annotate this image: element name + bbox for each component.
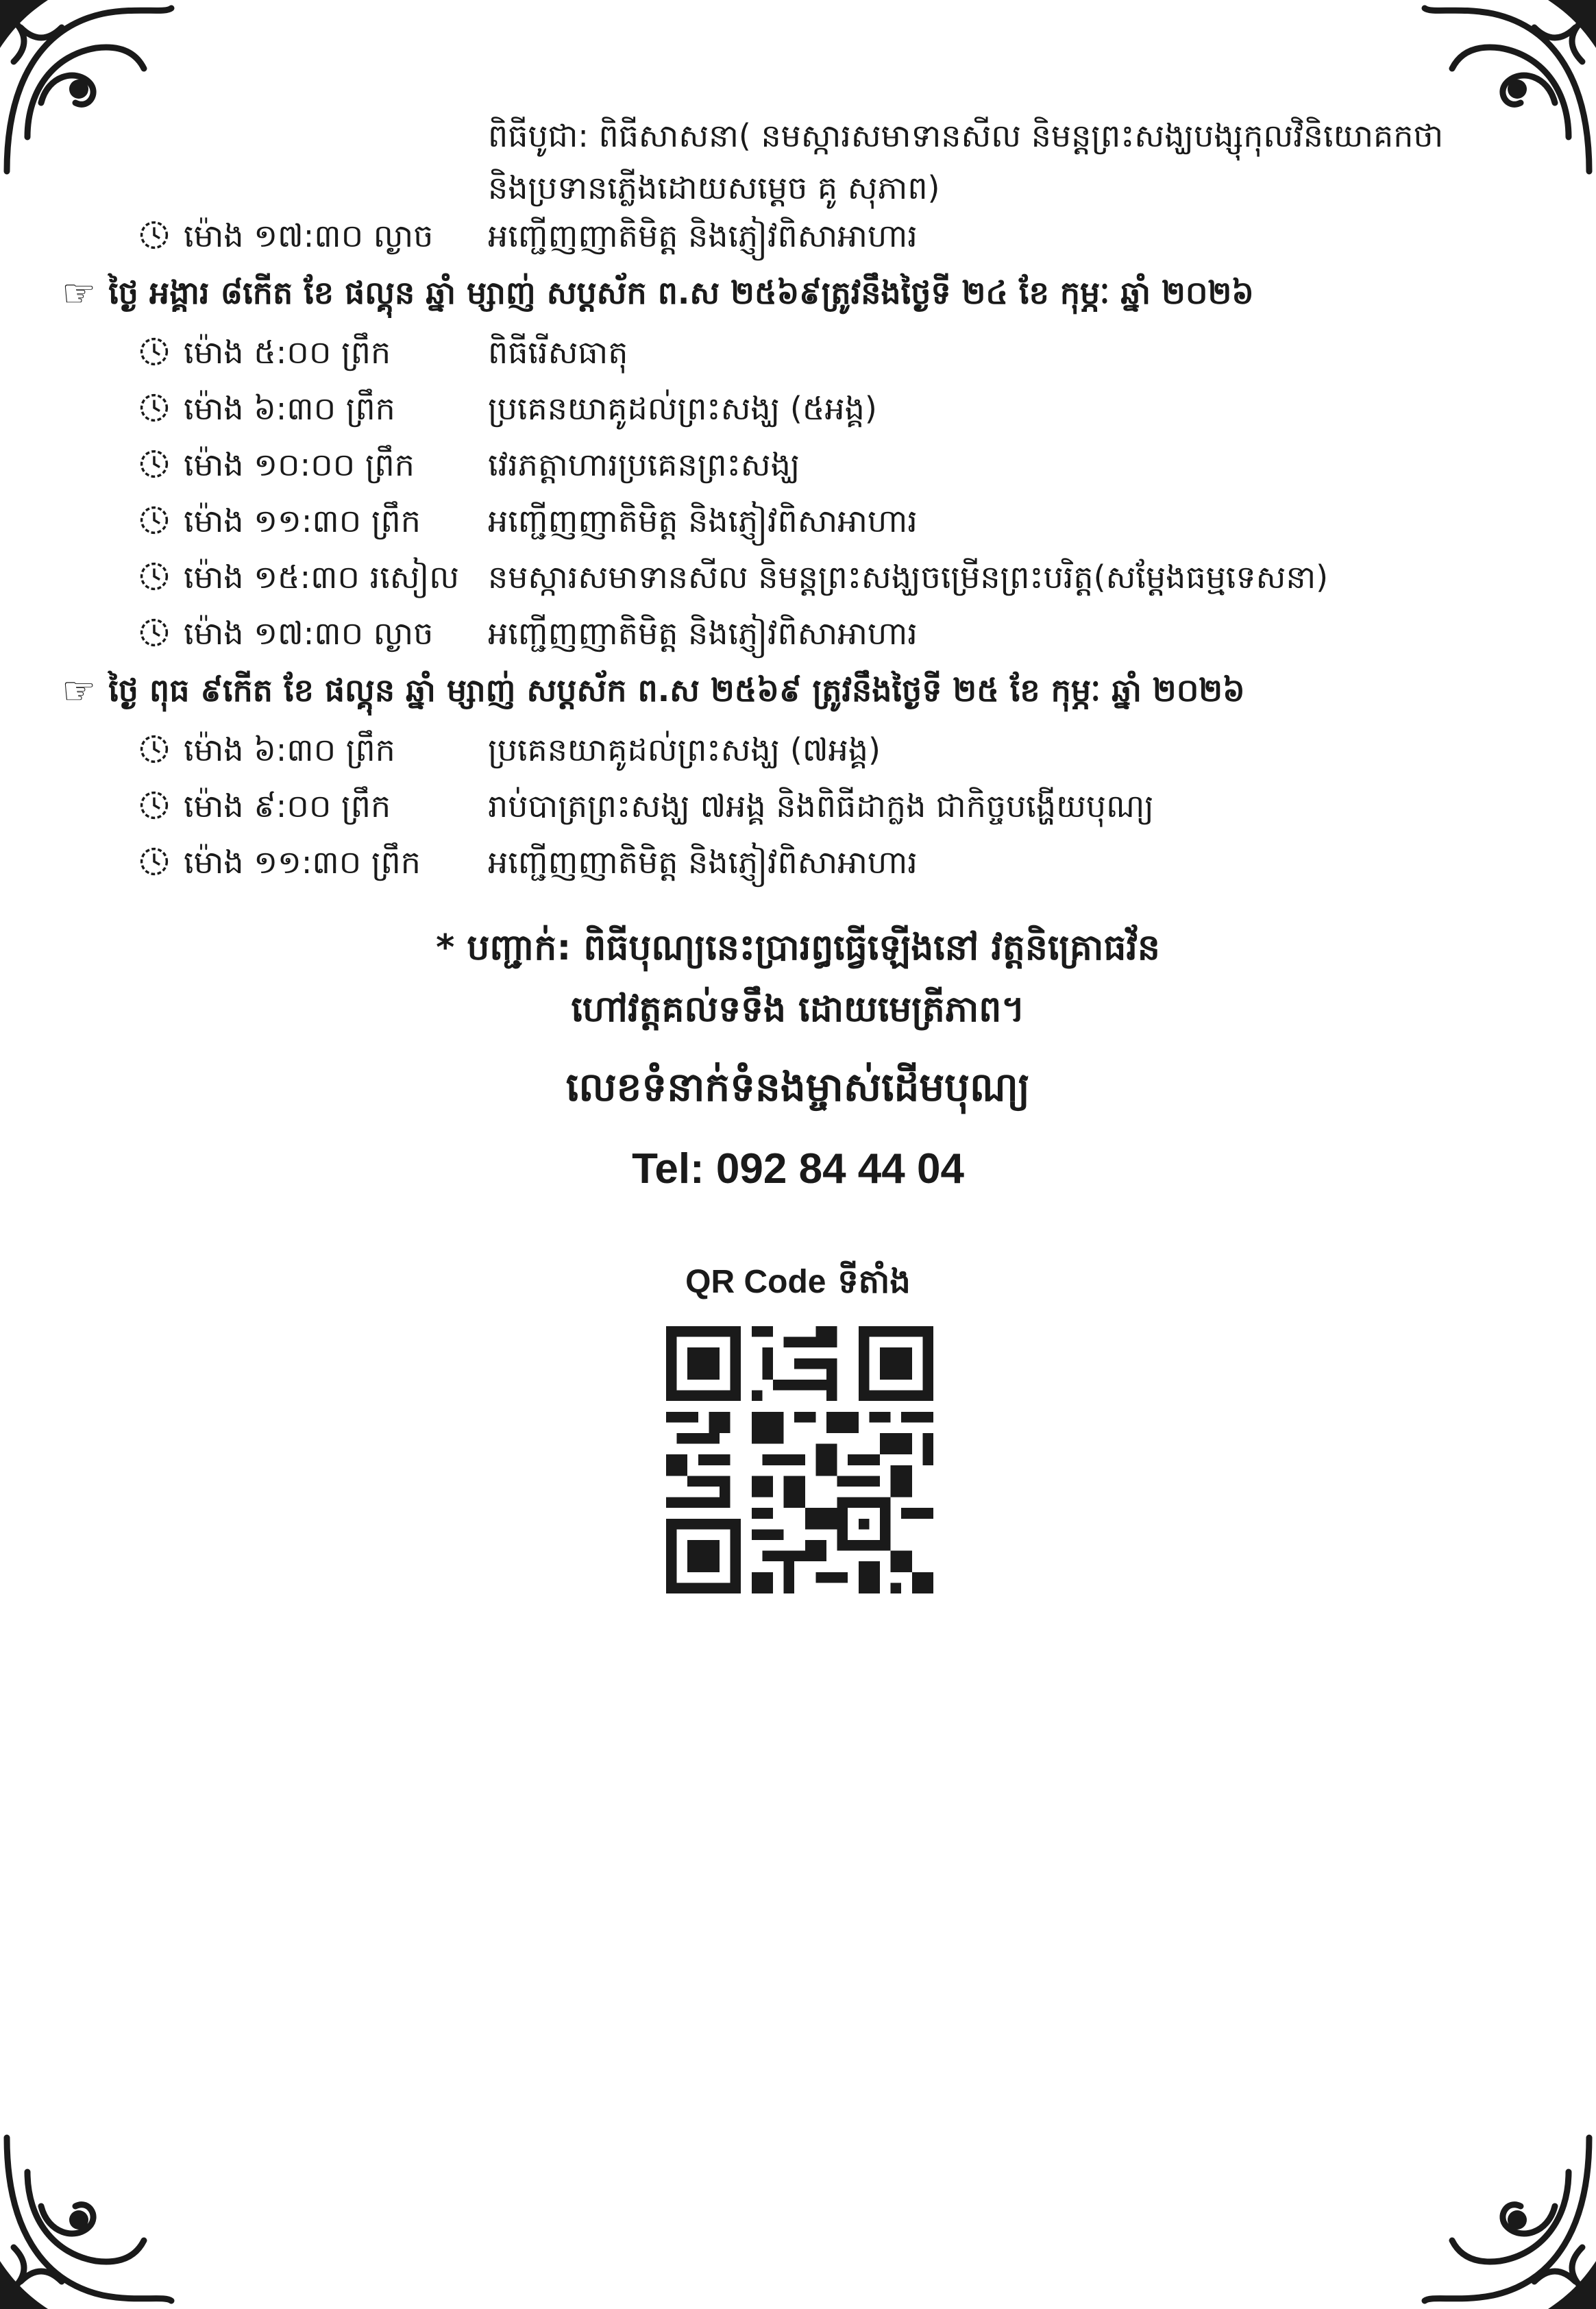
schedule-row	[0, 210, 1596, 265]
clock-icon	[138, 504, 170, 536]
day-header	[62, 669, 1569, 717]
schedule-activity: នមស្ការសមាទានសីល និមន្តព្រះសង្ឃចម្រើនព្រះបរិត្ត(សម្តែងធម្មទេសនា)	[488, 559, 1329, 596]
contact-heading: លេខទំនាក់ទំនងម្ចាស់ដើមបុណ្យ	[565, 1064, 1031, 1110]
intro-line: និងប្រទានភ្លើងដោយសម្តេច គូ សុភាព)	[488, 169, 940, 206]
clock-icon	[138, 219, 170, 251]
clock-icon	[138, 448, 170, 480]
schedule-activity: ប្រគេនយាគូដល់ព្រះសង្ឃ (៧អង្គ)	[488, 731, 881, 768]
schedule-activity: អញ្ជើញញាតិមិត្ត និងភ្ញៀវពិសាអាហារ	[488, 615, 918, 652]
schedule-row	[0, 382, 1596, 437]
pointing-hand-icon: ☞	[62, 669, 97, 713]
schedule-activity: អញ្ជើញញាតិមិត្ត និងភ្ញៀវពិសាអាហារ	[488, 844, 918, 881]
schedule-activity: វេរភត្តាហារប្រគេនព្រះសង្ឃ	[488, 446, 800, 483]
qr-caption	[0, 1261, 1596, 1309]
clock-icon	[138, 336, 170, 367]
note-line: ហៅវត្តគល់ទទឹង ដោយមេត្រីភាព។	[571, 989, 1025, 1030]
telephone-number: Tel: 092 84 44 04	[632, 1145, 964, 1193]
clock-icon	[138, 617, 170, 648]
schedule-activity: អញ្ជើញញាតិមិត្ត និងភ្ញៀវពិសាអាហារ	[488, 217, 918, 254]
schedule-activity: ពិធីរើសធាតុ	[488, 334, 628, 371]
schedule-row	[0, 780, 1596, 835]
schedule-row	[0, 607, 1596, 662]
schedule-row	[0, 495, 1596, 550]
schedule-row	[0, 326, 1596, 381]
schedule-time: ម៉ោង ១១:៣០ ព្រឹក	[184, 502, 421, 539]
schedule-time: ម៉ោង ១១:៣០ ព្រឹក	[184, 844, 421, 881]
schedule-row	[0, 724, 1596, 779]
day-header-text: ថ្ងៃ អង្គារ ៨កើត ខែ ផល្គុន ឆ្នាំ ម្សាញ់ សប្តស័ក ព.ស ២៥៦៩ត្រូវនឹងថ្ងៃទី ២៤ ខែ កុម្ភៈ ឆ្នាំ ២០២៦	[108, 274, 1254, 311]
schedule-time: ម៉ោង ៦:៣០ ព្រឹក	[184, 731, 395, 768]
ceremony-intro	[488, 110, 1502, 214]
schedule-activity: អញ្ជើញញាតិមិត្ត និងភ្ញៀវពិសាអាហារ	[488, 502, 918, 539]
corner-ornament-bottom-right	[1418, 2131, 1596, 2309]
schedule-time: ម៉ោង ៥:០០ ព្រឹក	[184, 334, 391, 371]
schedule-time: ម៉ោង ១៧:៣០ ល្ងាច	[184, 615, 434, 652]
corner-ornament-bottom-left	[0, 2131, 178, 2309]
day-header-text: ថ្ងៃ ពុធ ៩កើត ខែ ផល្គុន ឆ្នាំ ម្សាញ់ សប្តស័ក ព.ស ២៥៦៩ ត្រូវនឹងថ្ងៃទី ២៥ ខែ កុម្ភៈ ឆ្នាំ ២០២៦	[108, 672, 1245, 709]
day-header	[62, 271, 1569, 319]
corner-ornament-top-left	[0, 0, 178, 178]
schedule-row	[0, 439, 1596, 493]
pointing-hand-icon: ☞	[62, 271, 97, 316]
schedule-time: ម៉ោង ១៧:៣០ ល្ងាច	[184, 217, 434, 254]
qr-label-location: ទីតាំង	[837, 1262, 911, 1301]
clock-icon	[138, 561, 170, 592]
schedule-time: ម៉ោង ៩:០០ ព្រឹក	[184, 787, 391, 824]
schedule-activity: ប្រគេនយាគូដល់ព្រះសង្ឃ (៥អង្គ)	[488, 390, 877, 427]
schedule-row	[0, 551, 1596, 606]
note-line: * បញ្ជាក់: ពិធីបុណ្យនេះប្រារព្ធធ្វើឡើងនៅ វត្តនិគ្រោធវ័ន	[436, 927, 1160, 968]
clock-icon	[138, 846, 170, 877]
location-qr-code[interactable]	[666, 1323, 933, 1597]
clock-icon	[138, 733, 170, 765]
intro-line: ពិធីបូជា: ពិធីសាសនា( នមស្ការសមាទានសីល និមន្តព្រះសង្ឃបង្សុកុលវិនិយោគកថា	[488, 117, 1444, 154]
qr-label: QR Code	[685, 1264, 826, 1300]
schedule-row	[0, 836, 1596, 891]
schedule-time: ម៉ោង ៦:៣០ ព្រឹក	[184, 390, 395, 427]
clock-icon	[138, 790, 170, 821]
schedule-time: ម៉ោង ១៥:៣០ រសៀល	[184, 559, 460, 596]
clock-icon	[138, 392, 170, 424]
schedule-time: ម៉ោង ១០:០០ ព្រឹក	[184, 446, 415, 483]
schedule-activity: រាប់បាត្រព្រះសង្ឃ ៧អង្គ និងពិធីដាក្លង ជាកិច្ចបង្ហើយបុណ្យ	[488, 787, 1154, 824]
